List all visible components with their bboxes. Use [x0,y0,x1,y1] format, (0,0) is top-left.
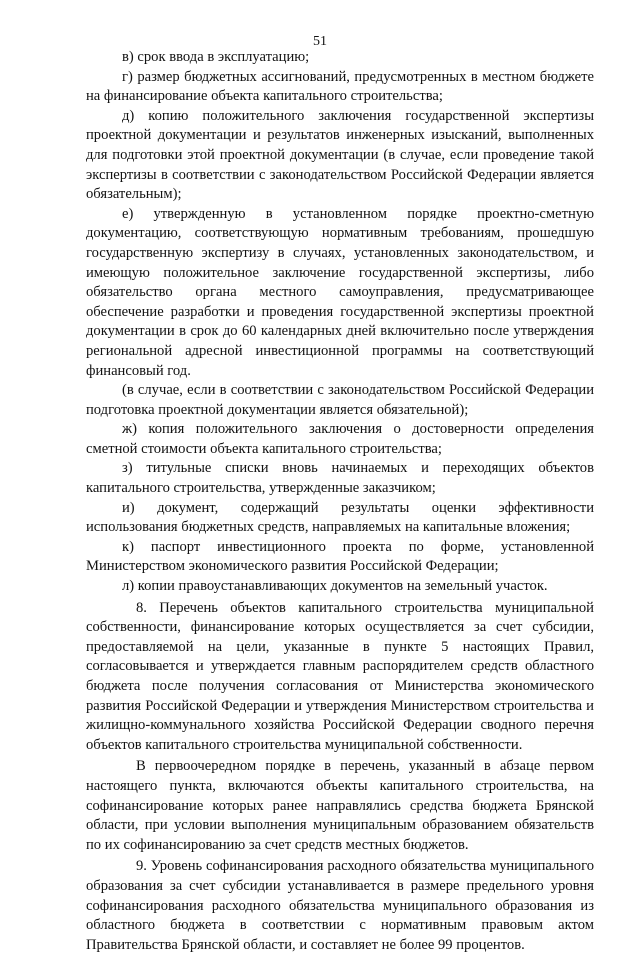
item-d: д) копию положительного заключения государственной экспертизы проектной документации и результатов инженерных изысканий, выполненных для подготовки этой проектной документации (в случае, если проведение такой экспертизы в соответствии с законодательством Российской Федерации является обязательным); [86,107,594,203]
item-zh: ж) копия положительного заключения о достоверности определения сметной стоимости объекта капитального строительства; [86,421,594,457]
clause-8: 8. Перечень объектов капитального строительства муниципальной собственности, финансирование которых осуществляется за счет субсидии, предоставляемой на цели, указанные в пункте 5 настоящих Правил, согласовывается и утверждается главным распорядителем средств областного бюджета после получения согласования от Министерства экономического развития Российской Федерации и утверждения Министерством строительства и жилищно-коммунального хозяйства Российской Федерации сводного перечня объектов капитального строительства муниципальной собственности. [86,599,594,753]
document-body [86,48,594,955]
item-l: л) копии правоустанавливающих документов на земельный участок. [122,578,548,595]
item-e-note: (в случае, если в соответствии с законодательством Российской Федерации подготовка проектной документации является обязательной); [86,382,594,418]
clause-9: 9. Уровень софинансирования расходного обязательства муниципального образования за счет субсидии устанавливается в размере предельного уровня софинансирования расходного обязательства муниципального образования из областного бюджета в соответствии с нормативным правовым актом Правительства Брянской области, и составляет не более 99 процентов. [86,858,594,953]
clause-8-second-paragraph: В первоочередном порядке в перечень, указанный в абзаце первом настоящего пункта, включаются объекты капитального строительства, на софинансирование которых ранее направлялись средства бюджета Брянской области, при условии выполнения муниципальным образованием обязательств по их софинансированию за счет средств местных бюджетов. [86,758,594,853]
item-g: г) размер бюджетных ассигнований, предусмотренных в местном бюджете на финансирование объекта капитального строительства; [86,68,594,105]
page-number: 51 [313,34,327,49]
item-v: в) срок ввода в эксплуатацию; [122,49,310,65]
item-e: е) утвержденную в установленном порядке проектно-сметную документацию, соответствующую нормативным требованиям, прошедшую государственную экспертизу в случаях, установленных законодательством, и имеющую положительное заключение государственной экспертизы, либо обязательство органа местного самоуправления, предусматривающее обеспечение разработки и проведения государственной экспертизы проектной документации в срок до 60 календарных дней включительно после утверждения региональной адресной инвестиционной программы на соответствующий финансовый год. [86,205,594,379]
item-z: з) титульные списки вновь начинаемых и переходящих объектов капитального строительства, утвержденные заказчиком; [86,460,594,497]
item-k: к) паспорт инвестиционного проекта по форме, установленной Министерством экономического развития Российской Федерации; [86,538,594,575]
item-i: и) документ, содержащий результаты оценки эффективности использования бюджетных средств, направляемых на капитальные вложения; [86,499,594,536]
